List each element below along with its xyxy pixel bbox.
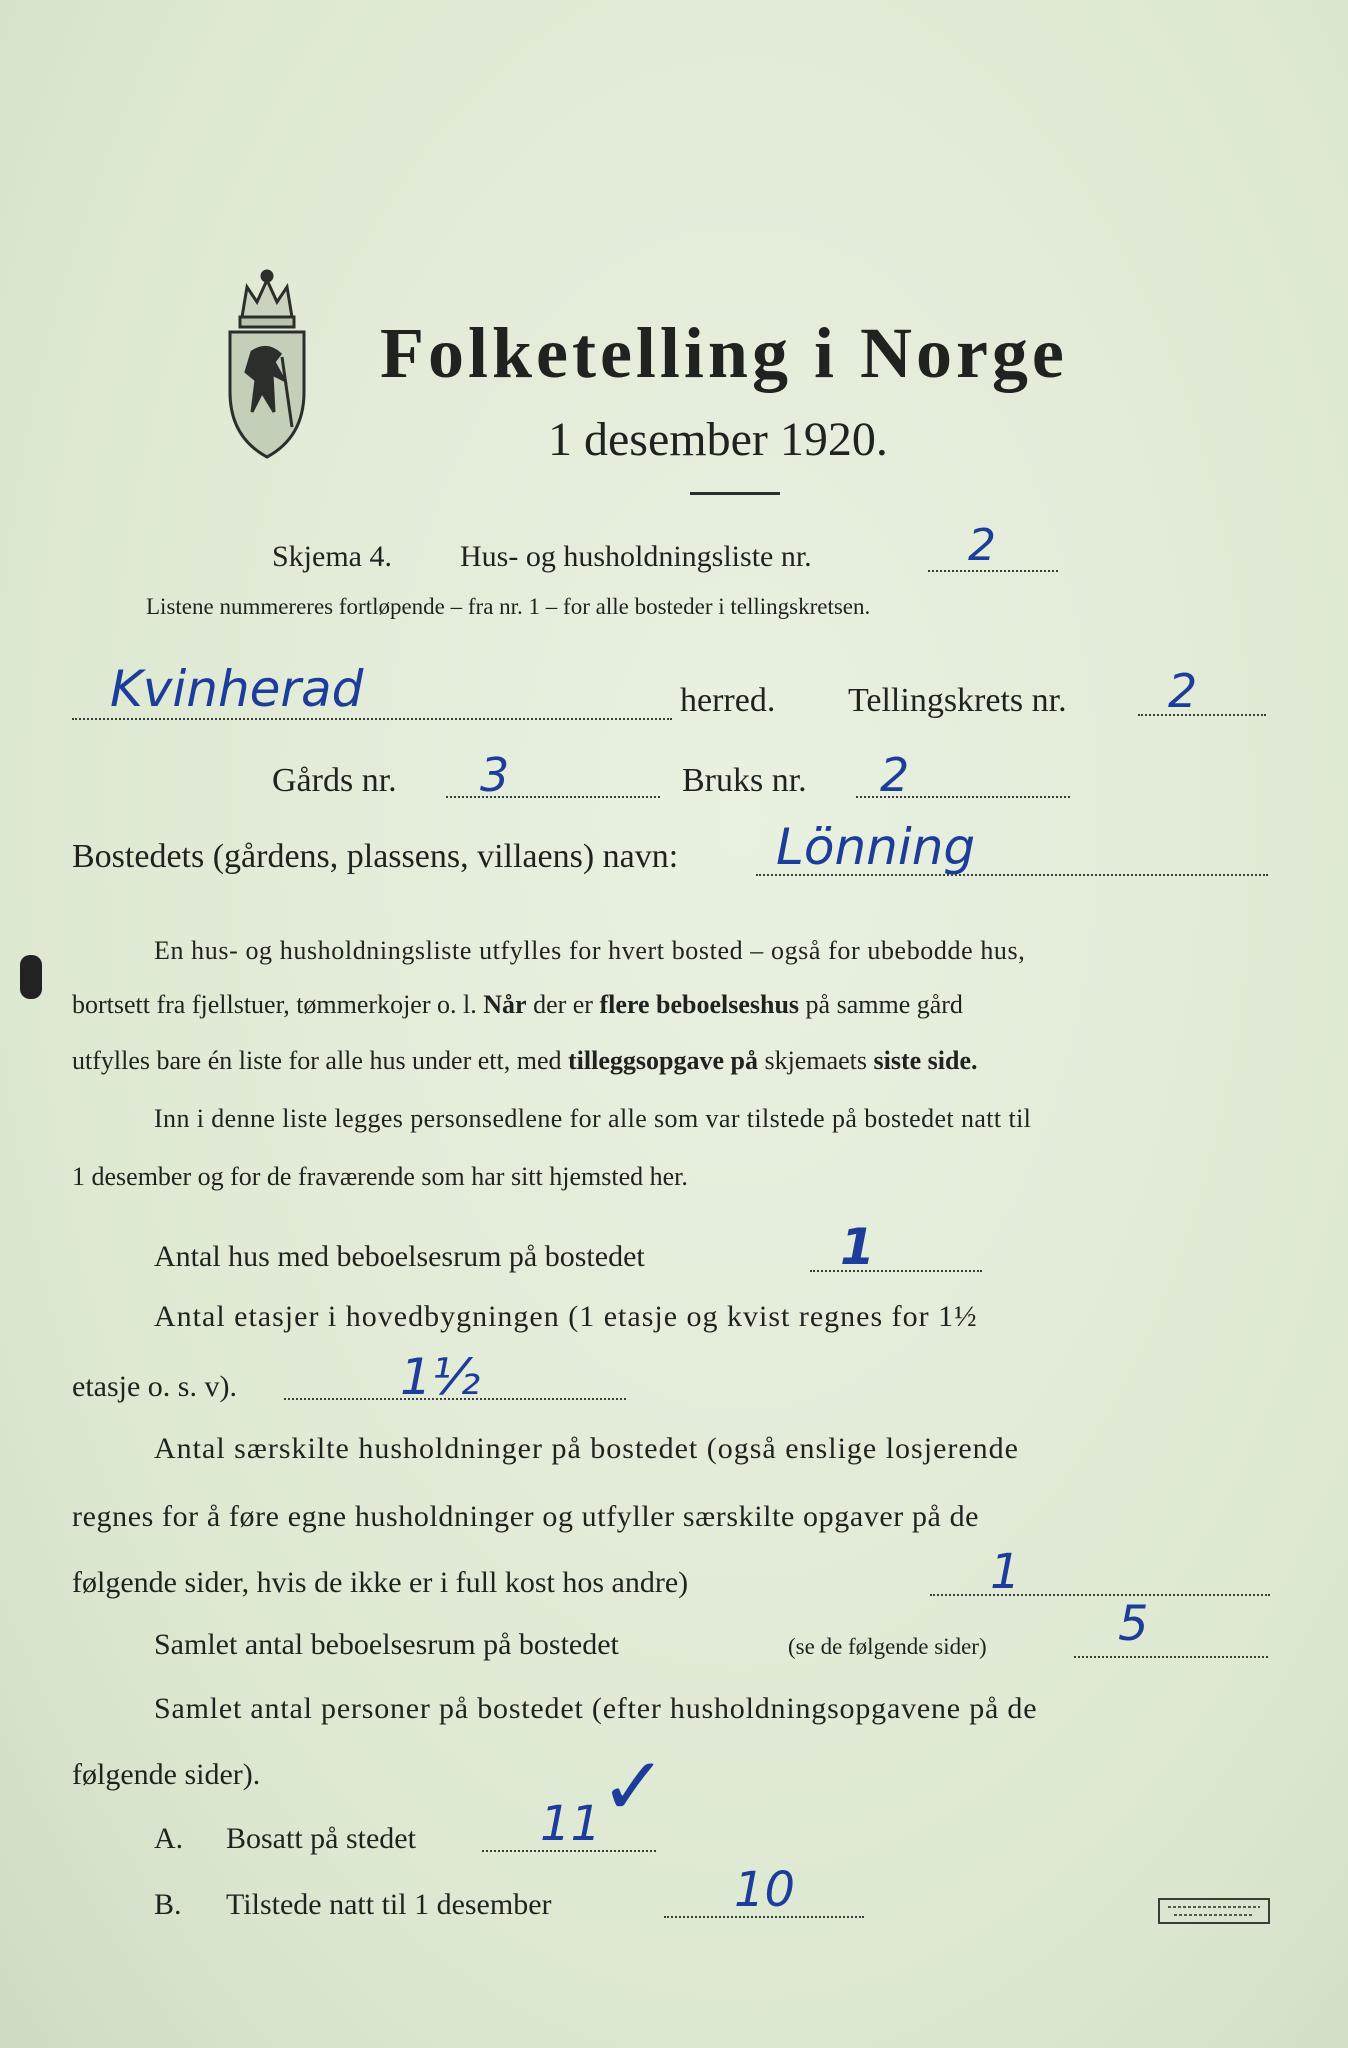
- q3-line: [930, 1594, 1270, 1596]
- printer-stamp: [1158, 1898, 1270, 1924]
- list-number-value: 2: [968, 520, 996, 571]
- qa-letter: A.: [154, 1822, 184, 1855]
- tellingskrets-label: Tellingskrets nr.: [848, 682, 1067, 719]
- q3-line3: følgende sider, hvis de ikke er i full kost hos andre): [72, 1566, 689, 1599]
- form-title: Folketelling i Norge: [380, 313, 1068, 393]
- bosted-value: Lönning: [776, 818, 976, 876]
- instruction-p1-line1: En hus- og husholdningsliste utfylles for hvert bosted – også for ubebodde hus,: [154, 936, 1026, 965]
- q3-line2: regnes for å føre egne husholdninger og utfyller særskilte opgaver på de: [72, 1500, 980, 1533]
- instruction-p2-line1: Inn i denne liste legges personsedlene for alle som var tilstede på bostedet natt til: [154, 1104, 1032, 1133]
- list-number-label: Hus- og husholdningsliste nr.: [460, 540, 812, 573]
- qb-label: Tilstede natt til 1 desember: [226, 1888, 552, 1921]
- q5-line1: Samlet antal personer på bostedet (efter husholdningsopgavene på de: [154, 1692, 1038, 1725]
- q3-value: 1: [990, 1544, 1021, 1600]
- qb-letter: B.: [154, 1888, 182, 1921]
- q2-value: 1½: [400, 1348, 481, 1406]
- binding-hole: [20, 955, 42, 999]
- instruction-p2-line2: 1 desember og for de fraværende som har sitt hjemsted her.: [72, 1162, 688, 1191]
- qb-value: 10: [734, 1862, 796, 1918]
- q3-line1: Antal særskilte husholdninger på bostedet (også enslige losjerende: [154, 1432, 1019, 1465]
- q1-value: 1: [840, 1218, 875, 1276]
- gards-label: Gårds nr.: [272, 762, 397, 799]
- tellingskrets-line: [1138, 714, 1266, 716]
- q4-value: 5: [1118, 1596, 1149, 1652]
- q1-line: [810, 1270, 982, 1272]
- instruction-text: der er: [533, 990, 593, 1019]
- instruction-emphasis: siste side.: [873, 1046, 978, 1075]
- qa-value: 11: [540, 1796, 602, 1852]
- schema-label: Skjema 4.: [272, 540, 392, 573]
- instruction-p1-line2: [72, 990, 963, 1020]
- instruction-text: skjemaets: [764, 1046, 867, 1075]
- herred-line: [72, 718, 672, 720]
- q1-label: Antal hus med beboelsesrum på bostedet: [154, 1240, 645, 1273]
- instruction-text: utfylles bare én liste for alle hus under ett, med: [72, 1046, 562, 1075]
- instruction-emphasis: tilleggsopgave på: [568, 1046, 758, 1075]
- checkmark-icon: ✓: [600, 1740, 668, 1833]
- bruks-value: 2: [880, 748, 910, 802]
- herred-value: Kvinherad: [110, 660, 364, 718]
- tellingskrets-value: 2: [1168, 664, 1198, 718]
- instruction-text: på samme gård: [805, 990, 963, 1019]
- header-divider: [690, 492, 780, 495]
- q4-note: (se de følgende sider): [788, 1634, 987, 1659]
- instruction-p1-line3: [72, 1046, 978, 1076]
- qa-label: Bosatt på stedet: [226, 1822, 416, 1855]
- coat-of-arms-icon: [212, 262, 322, 462]
- herred-label: herred.: [680, 682, 776, 719]
- bruks-label: Bruks nr.: [682, 762, 807, 799]
- q5-line2: følgende sider).: [72, 1758, 261, 1791]
- q2-line2: etasje o. s. v).: [72, 1370, 237, 1403]
- census-date: 1 desember 1920.: [548, 413, 888, 466]
- q2-line1: Antal etasjer i hovedbygningen (1 etasje og kvist regnes for 1½: [154, 1300, 978, 1333]
- gards-value: 3: [480, 748, 510, 802]
- gards-line: [446, 796, 660, 798]
- q4-line: [1074, 1656, 1268, 1658]
- instruction-text: bortsett fra fjellstuer, tømmerkojer o. l.: [72, 990, 477, 1019]
- q4-label: Samlet antal beboelsesrum på bostedet: [154, 1628, 619, 1661]
- bosted-label: Bostedets (gårdens, plassens, villaens) navn:: [72, 838, 679, 875]
- instruction-emphasis: Når: [483, 990, 527, 1019]
- instruction-emphasis: flere beboelseshus: [599, 990, 800, 1019]
- numbering-note: Listene nummereres fortløpende – fra nr. 1 – for alle bosteder i tellingskretsen.: [146, 594, 871, 619]
